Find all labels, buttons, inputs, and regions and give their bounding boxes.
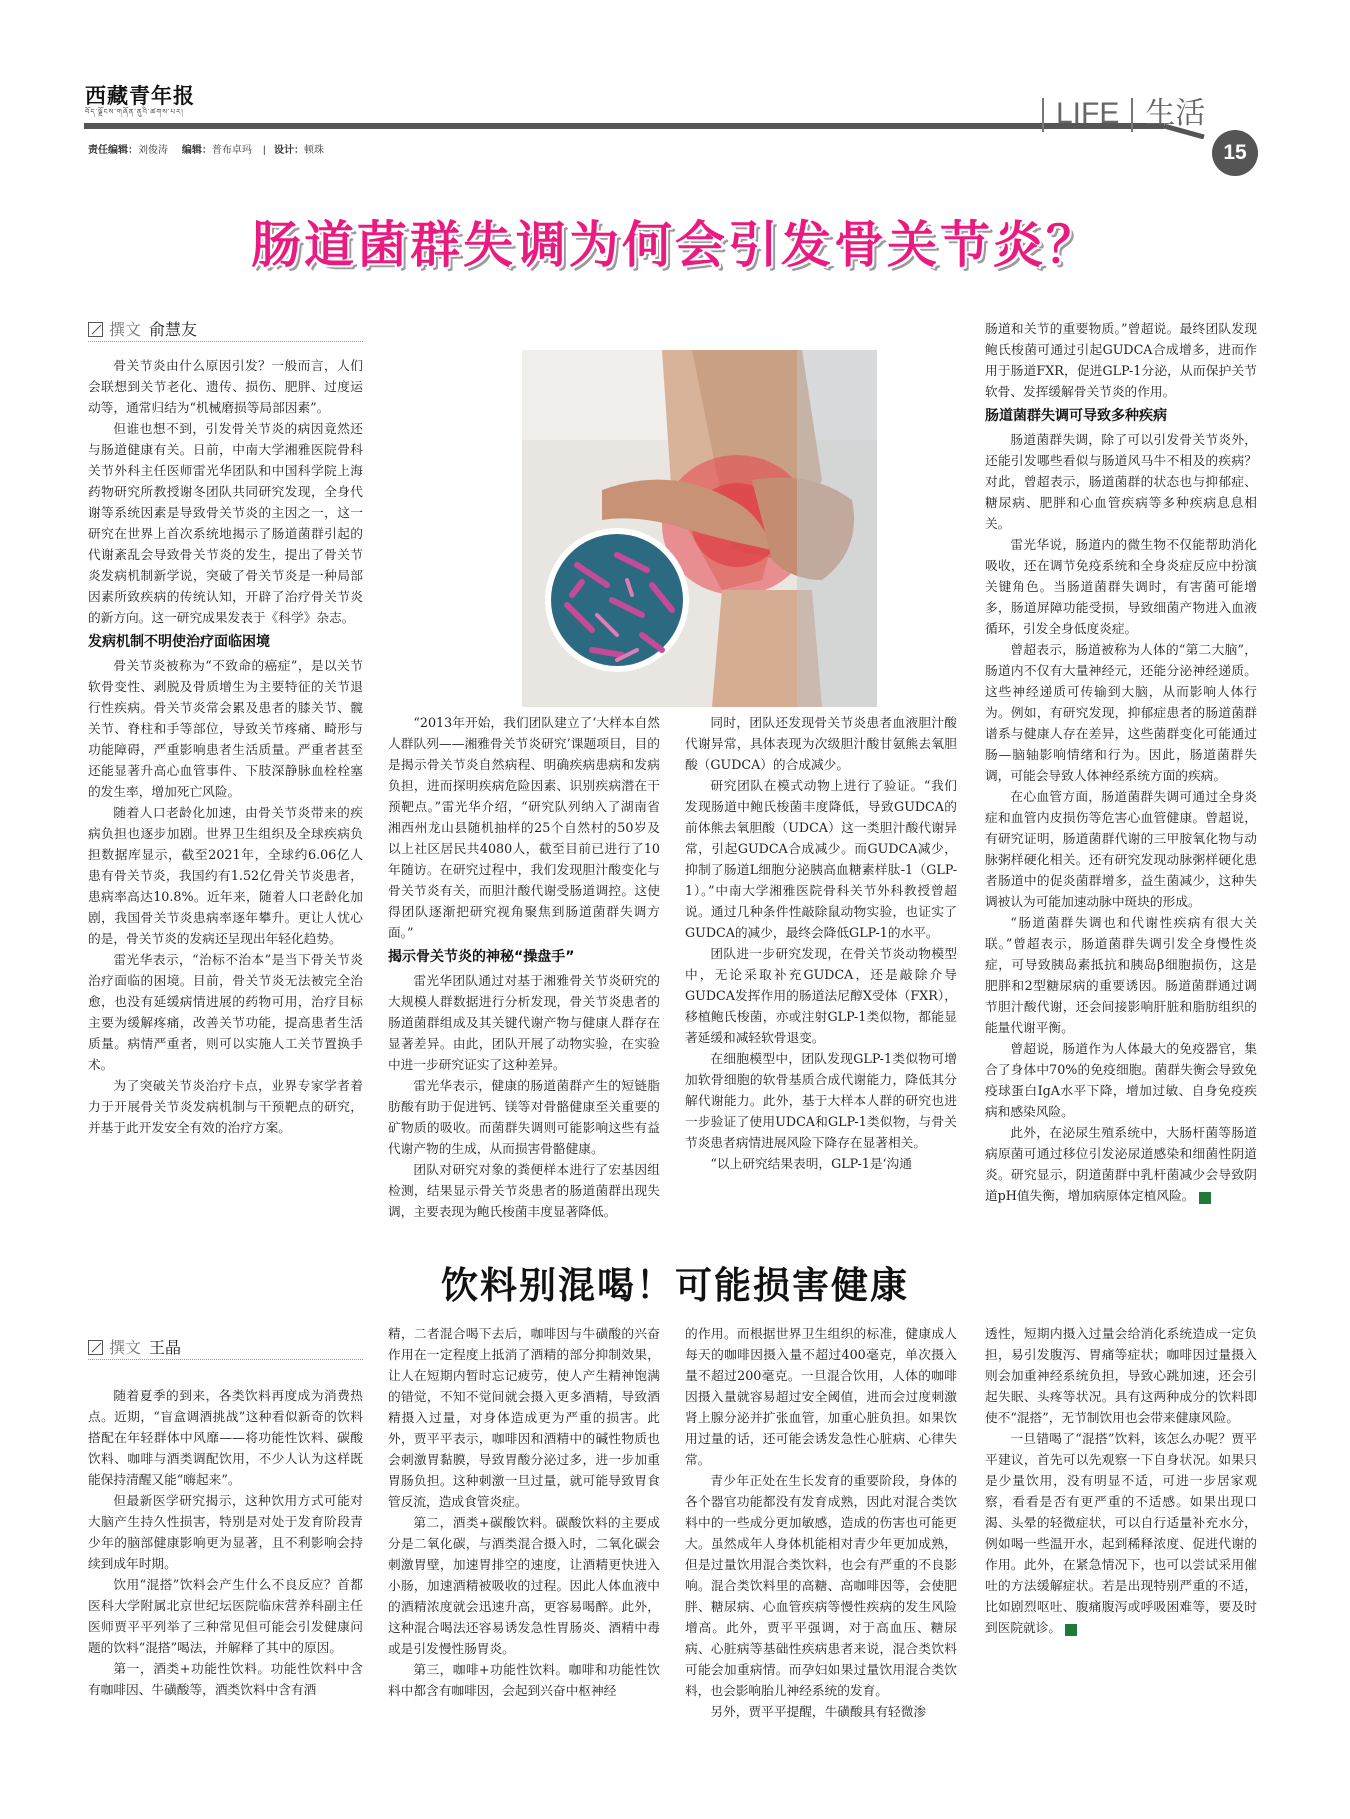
byline-rule: [88, 1359, 363, 1360]
paragraph: 在心血管方面，肠道菌群失调可通过全身炎症和血管内皮损伤等危害心血管健康。曾超说，有研究证明，肠道菌群代谢的三甲胺氧化物与动脉粥样硬化相关。还有研究发现动脉粥样硬化患者肠道中的促炎菌群增多，益生菌减少，这种失调被认为可能加速动脉中斑块的形成。: [985, 789, 1257, 909]
article1-headline: 肠道菌群失调为何会引发骨关节炎？: [251, 216, 1099, 274]
paragraph: 曾超说，肠道作为人体最大的免疫器官，集合了身体中70%的免疫细胞。菌群失衡会导致免疫球蛋白IgA水平下降，增加过敏、自身免疫疾病和感染风险。: [985, 1041, 1257, 1119]
section-subheading: 发病机制不明使治疗面临困境: [88, 634, 270, 650]
paragraph: 随着人口老龄化加速，由骨关节炎带来的疾病负担也逐步加剧。世界卫生组织及全球疾病负担数据库显示，截至2021年，全球约6.06亿人患有骨关节炎，我国约有1.52亿骨关节炎患者，患病率高达10.8%。近年来，随着人口老龄化加剧，我国骨关节炎患病率逐年攀升。更让人忧心的是，骨关节炎的发病还呈现出年轻化趋势。: [88, 805, 363, 946]
paragraph: 雷光华表示，健康的肠道菌群产生的短链脂肪酸有助于促进钙、镁等对骨骼健康至关重要的矿物质的吸收。而菌群失调则可能影响这些有益代谢产物的生成，从而损害骨骼健康。: [388, 1078, 660, 1156]
newspaper-name: 西藏青年报: [85, 83, 195, 108]
article2-headline: 饮料别混喝！可能损害健康: [441, 1264, 909, 1307]
end-mark-icon: 新: [1065, 1624, 1077, 1636]
article1-column-2: [388, 712, 660, 1222]
paragraph: 雷光华团队通过对基于湘雅骨关节炎研究的大规模人群数据进行分析发现，骨关节炎患者的肠道菌群组成及其关键代谢产物与健康人群存在显著差异。由此，团队开展了动物实验，在实验中进一步研究证实了这种差异。: [388, 973, 660, 1072]
paragraph: 雷光华说，肠道内的微生物不仅能帮助消化吸收，还在调节免疫系统和全身炎症反应中扮演关键角色。当肠道菌群失调时，有害菌可能增多，肠道屏障功能受损，导致细菌产物进入血液循环，引发全身低度炎症。: [985, 537, 1257, 636]
paragraph: 为了突破关节炎治疗卡点，业界专家学者着力于开展骨关节炎发病机制与干预靶点的研究，并基于此开发安全有效的治疗方案。: [88, 1078, 363, 1135]
pen-icon: [88, 322, 103, 337]
paragraph: 雷光华表示，“治标不治本”是当下骨关节炎治疗面临的困境。目前，骨关节炎无法被完全治愈，也没有延缓病情进展的药物可用，治疗目标主要为缓解疼痛，改善关节功能，提高患者生活质量。病情严重者，则可以实施人工关节置换手术。: [88, 952, 363, 1072]
paragraph: 青少年正处在生长发育的重要阶段，身体的各个器官功能都没有发育成熟，因此对混合类饮料中的一些成分更加敏感，造成的伤害也可能更大。虽然成年人身体机能相对青少年更加成熟，但是过量饮用混合类饮料，也会有严重的不良影响。混合类饮料里的高糖、高咖啡因等，会使肥胖、糖尿病、心血管疾病等慢性疾病的发生风险增高。此外，贾平平强调，对于高血压、糖尿病、心脏病等基础性疾病患者来说，混合类饮料可能会加重病情。而孕妇如果过量饮用混合类饮料，也会影响胎儿神经系统的发育。: [685, 1473, 957, 1698]
article2-column-4: [985, 1323, 1257, 1638]
paragraph: 肠道和关节的重要物质。”曾超说。最终团队发现鲍氏梭菌可通过引起GUDCA合成增多，进而作用于肠道FXR，促进GLP-1分泌，从而保护关节软骨、发挥缓解骨关节炎的作用。: [985, 321, 1257, 399]
paragraph: 此外，在泌尿生殖系统中，大肠杆菌等肠道病原菌可通过移位引发泌尿道感染和细菌性阴道炎。研究显示，阴道菌群中乳杆菌减少会导致阴道pH值失衡，增加病原体定植风险。 新: [985, 1125, 1257, 1203]
paragraph: 骨关节炎被称为“不致命的癌症”，是以关节软骨变性、剥脱及骨质增生为主要特征的关节退行性疾病。骨关节炎常会累及患者的膝关节、髋关节、脊柱和手等部位，导致关节疼痛、畸形与功能障碍，严重影响患者生活质量。严重者甚至还能显著升高心血管事件、下肢深静脉血栓栓塞的发生率，增加死亡风险。: [88, 658, 363, 799]
paragraph: 饮用“混搭”饮料会产生什么不良反应？首都医科大学附属北京世纪坛医院临床营养科副主任医师贾平平列举了三种常见但可能会引发健康问题的饮料“混搭”喝法，并解释了其中的原因。: [88, 1577, 363, 1655]
article1-byline: 撰文 俞慧友: [88, 317, 197, 340]
article-photo: [522, 350, 877, 707]
paragraph: 曾超表示，肠道被称为人体的“第二大脑”，肠道内不仅有大量神经元，还能分泌神经递质。这些神经递质可传输到大脑，从而影响人体行为。例如，有研究发现，抑郁症患者的肠道菌群谱系与健康人存在差异，这些菌群变化可能通过肠—脑轴影响情绪和行为。因此，肠道菌群失调，可能会导致人体神经系统方面的疾病。: [985, 642, 1257, 783]
section-label-cn: 生活: [1145, 97, 1206, 130]
paragraph: 第二，酒类+碳酸饮料。碳酸饮料的主要成分是二氧化碳，与酒类混合摄入时，二氧化碳会刺激胃壁，加速胃排空的速度，让酒精更快进入小肠，加速酒精被吸收的过程。因此人体血液中的酒精浓度就会迅速升高，更容易喝醉。此外，这种混合喝法还容易诱发急性胃肠炎、酒精中毒或是引发慢性肠胃炎。: [388, 1515, 660, 1656]
article1-column-3: [685, 712, 957, 1174]
newspaper-name-tibetan: བོད་ལྗོངས་གཞོན་ནུའི་ཚགས་པར།: [85, 108, 184, 116]
article1-column-1: [88, 355, 363, 1138]
paragraph: 第一，酒类+功能性饮料。功能性饮料中含有咖啡因、牛磺酸等，酒类饮料中含有酒: [88, 1661, 363, 1697]
article2-column-3: [685, 1323, 957, 1722]
paragraph: 透性，短期内摄入过量会给消化系统造成一定负担，易引发腹泻、胃痛等症状；咖啡因过量摄入则会加重神经系统负担，导致心跳加速，还会引起失眠、头疼等状况。具有这两种成分的饮料即使不“混搭”，无节制饮用也会带来健康风险。: [985, 1326, 1257, 1425]
paragraph: 精，二者混合喝下去后，咖啡因与牛磺酸的兴奋作用在一定程度上抵消了酒精的部分抑制效果，让人在短期内暂时忘记疲劳，使人产生精神饱满的错觉，不知不觉间就会摄入更多酒精，导致酒精摄入过量，对身体造成更为严重的损害。此外，贾平平表示，咖啡因和酒精中的碱性物质也会刺激胃黏膜，导致胃酸分泌过多，进一步加重胃肠负担。这种刺激一旦过量，就可能导致胃食管反流，造成食管炎症。: [388, 1326, 660, 1509]
article1-author: 俞慧友: [149, 322, 198, 339]
article2-column-2: [388, 1323, 660, 1701]
article2-author: 王晶: [149, 1340, 182, 1357]
section-label-en: LIFE: [1056, 97, 1120, 130]
paragraph: 在细胞模型中，团队发现GLP-1类似物可增加软骨细胞的软骨基质合成代谢能力，降低其分解代谢能力。此外，基于大样本人群的研究也进一步验证了使用UDCA和GLP-1类似物，与骨关节炎患者病情进展风险下降存在显著相关。: [685, 1051, 957, 1150]
section-subheading: 揭示骨关节炎的神秘“操盘手”: [388, 949, 575, 965]
article1-column-4: [985, 318, 1257, 1206]
credits-line: 责任编辑：刘俊涛 编辑：普布卓玛 | 设计：顿珠: [88, 145, 324, 156]
paragraph: 团队对研究对象的粪便样本进行了宏基因组检测，结果显示骨关节炎患者的肠道菌群出现失调，主要表现为鲍氏梭菌丰度显著降低。: [388, 1162, 660, 1219]
paragraph: 骨关节炎由什么原因引发？一般而言，人们会联想到关节老化、遗传、损伤、肥胖、过度运动等，通常归结为“机械磨损等局部因素”。: [88, 358, 363, 415]
paragraph: 另外，贾平平提醒，牛磺酸具有轻微渗: [710, 1704, 927, 1719]
page-number-badge: 15: [1212, 130, 1258, 176]
knee-bacteria-illustration: [522, 350, 877, 707]
article2-column-1: [88, 1385, 363, 1700]
paragraph: “以上研究结果表明，GLP-1是‘沟通: [710, 1156, 912, 1171]
paragraph: 一旦错喝了“混搭”饮料，该怎么办呢？贾平平建议，首先可以先观察一下自身状况。如果只是少量饮用，没有明显不适，可进一步居家观察，看看是否有更严重的不适感。如果出现口渴、头晕的轻微症状，可以自行适量补充水分，例如喝一些温开水，起到稀释浓度、促进代谢的作用。此外，在紧急情况下，也可以尝试采用催吐的方法缓解症状。若是出现特别严重的不适，比如剧烈呕吐、腹痛腹泻或呼吸困难等，要及时到医院就诊。 新: [985, 1431, 1257, 1635]
paragraph: 但谁也想不到，引发骨关节炎的病因竟然还与肠道健康有关。日前，中南大学湘雅医院骨科关节外科主任医师雷光华团队和中国科学院上海药物研究所教授谢冬团队共同研究发现，全身代谢等系统因素是导致骨关节炎的主因之一，这一研究在世界上首次系统地揭示了肠道菌群引起的代谢紊乱会导致骨关节炎的发生，提出了骨关节炎发病机制新学说，突破了骨关节炎是一种局部因素所致疾病的传统认知，开辟了治疗骨关节炎的新方向。这一研究成果发表于《科学》杂志。: [88, 421, 363, 625]
paragraph: “肠道菌群失调也和代谢性疾病有很大关联。”曾超表示，肠道菌群失调引发全身慢性炎症，可导致胰岛素抵抗和胰岛β细胞损伤，这是肥胖和2型糖尿病的重要诱因。肠道菌群通过调节胆汁酸代谢，还会间接影响肝脏和脂肪组织的能量代谢平衡。: [985, 915, 1257, 1035]
byline-rule: [88, 341, 363, 342]
section-subheading: 肠道菌群失调可导致多种疾病: [985, 408, 1167, 424]
paragraph: 研究团队在模式动物上进行了验证。“我们发现肠道中鲍氏梭菌丰度降低，导致GUDCA的前体熊去氧胆酸（UDCA）这一类胆汁酸代谢异常，引起GUDCA合成减少。而GUDCA减少，抑制了肠道L细胞分泌胰高血糖素样肽-1（GLP-1）。”中南大学湘雅医院骨科关节外科教授曾超说。通过几种条件性敲除鼠动物实验，也证实了GUDCA的减少，最终会降低GLP-1的水平。: [685, 778, 957, 940]
article2-byline: 撰文 王晶: [88, 1335, 181, 1358]
end-mark-icon: 新: [1199, 1192, 1211, 1204]
paragraph: 肠道菌群失调，除了可以引发骨关节炎外，还能引发哪些看似与肠道风马牛不相及的疾病？对此，曾超表示，肠道菌群的状态也与抑郁症、糖尿病、肥胖和心血管疾病等多种疾病息息相关。: [985, 432, 1257, 531]
paragraph: 但最新医学研究揭示，这种饮用方式可能对大脑产生持久性损害，特别是对处于发育阶段青少年的脑部健康影响更为显著，且不利影响会持续到成年时期。: [88, 1493, 363, 1571]
paragraph: 的作用。而根据世界卫生组织的标准，健康成人每天的咖啡因摄入量不超过400毫克，单次摄入量不超过200毫克。一旦混合饮用，人体的咖啡因摄入量就容易超过安全阈值，进而会过度刺激肾上腺分泌并扩张血管，加重心脏负担。如果饮用过量的话，还可能会诱发急性心脏病、心律失常。: [685, 1326, 957, 1467]
paragraph: “2013年开始，我们团队建立了‘大样本自然人群队列——湘雅骨关节炎研究’课题项目，目的是揭示骨关节炎自然病程、明确疾病患病和发病负担，进而探明疾病危险因素、识别疾病潜在干预靶点。”雷光华介绍，“研究队列纳入了湖南省湘西州龙山县随机抽样的25个自然村的50岁及以上社区居民共4080人，截至目前已进行了10年随访。在研究过程中，我们发现胆汁酸变化与骨关节炎有关，而胆汁酸代谢受肠道调控。这使得团队逐渐把研究视角聚焦到肠道菌群失调方面。”: [388, 715, 660, 940]
pen-icon: [88, 1340, 103, 1355]
paragraph: 同时，团队还发现骨关节炎患者血液胆汁酸代谢异常，具体表现为次级胆汁酸甘氨熊去氧胆酸（GUDCA）的合成减少。: [685, 715, 957, 772]
section-label: [1030, 88, 1205, 132]
paragraph: 第三，咖啡+功能性饮料。咖啡和功能性饮料中都含有咖啡因，会起到兴奋中枢神经: [388, 1662, 660, 1698]
paragraph: 随着夏季的到来，各类饮料再度成为消费热点。近期，“盲盒调酒挑战”这种看似新奇的饮料搭配在年轻群体中风靡——将功能性饮料、碳酸饮料、咖啡与酒类调配饮用，不少人认为这样既能保持清醒又能“嗨起来”。: [88, 1388, 363, 1487]
paragraph: 团队进一步研究发现，在骨关节炎动物模型中，无论采取补充GUDCA，还是敲除介导GUDCA发挥作用的肠道法尼醇X受体（FXR），移植鲍氏梭菌，亦或注射GLP-1类似物，都能显著延缓和减轻软骨退变。: [685, 946, 957, 1045]
